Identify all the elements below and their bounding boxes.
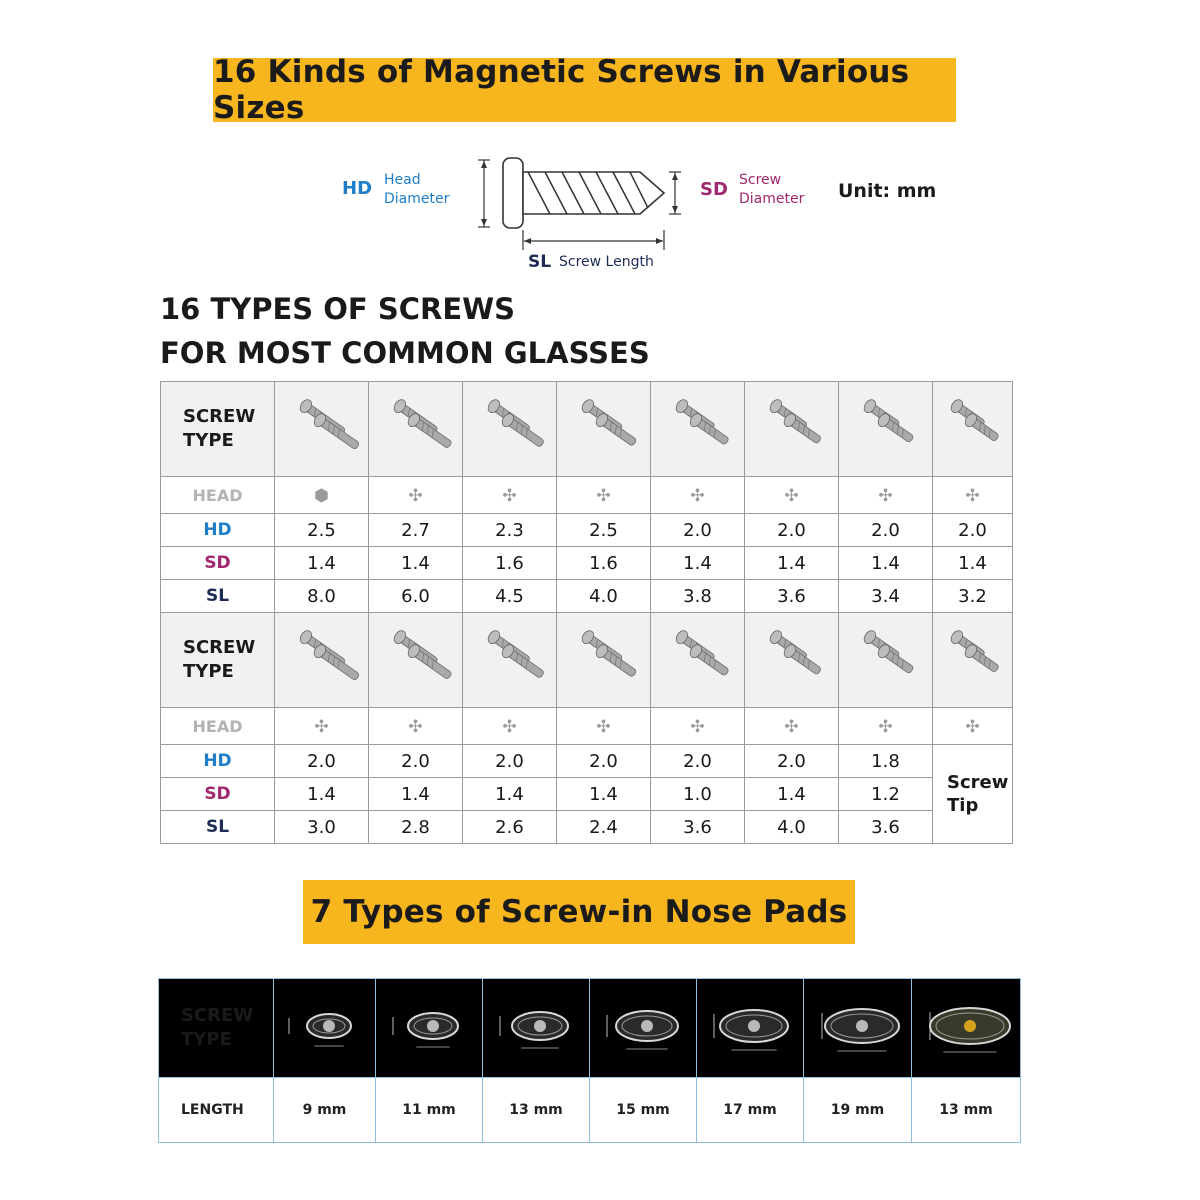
sl-value: 3.0 bbox=[275, 811, 369, 844]
head-cell bbox=[369, 477, 463, 514]
head-label: HEAD bbox=[161, 708, 275, 745]
head-cell bbox=[933, 708, 1013, 745]
sl-value: 4.5 bbox=[463, 580, 557, 613]
screw-image-cell bbox=[369, 613, 463, 708]
nose-pad-length: 15 mm bbox=[590, 1078, 697, 1143]
hd-value: 2.5 bbox=[275, 514, 369, 547]
sl-value: 8.0 bbox=[275, 580, 369, 613]
nose-pad-table bbox=[158, 978, 1021, 1143]
nose-pad-photo-icon bbox=[488, 986, 584, 1066]
screw-image-cell bbox=[839, 382, 933, 477]
sd-value: 1.4 bbox=[557, 778, 651, 811]
nose-pad-length: 13 mm bbox=[912, 1078, 1021, 1143]
screw-type-line2: TYPE bbox=[183, 430, 234, 451]
nose-pad-photo-icon bbox=[810, 986, 906, 1066]
sl-label: SL bbox=[161, 580, 275, 613]
head-cell bbox=[651, 708, 745, 745]
sd-value: 1.4 bbox=[745, 778, 839, 811]
screw-type-line1: SCREW bbox=[183, 406, 256, 427]
nose-pad-image-cell bbox=[274, 979, 376, 1078]
head-row bbox=[161, 477, 1013, 514]
screw-tip-line1: Screw bbox=[947, 772, 1009, 793]
hd-line1: Head bbox=[384, 172, 421, 188]
sd-row bbox=[161, 778, 1013, 811]
nose-pad-photo-icon bbox=[381, 986, 477, 1066]
nose-pad-image-cell bbox=[912, 979, 1021, 1078]
sl-value: 4.0 bbox=[557, 580, 651, 613]
hd-value: 1.8 bbox=[839, 745, 933, 778]
hd-value: 2.0 bbox=[557, 745, 651, 778]
cross-head-icon: ✣ bbox=[878, 716, 893, 737]
nose-pad-photo-icon bbox=[277, 986, 373, 1066]
cross-head-icon: ✣ bbox=[965, 485, 980, 506]
screw-type-line2: TYPE bbox=[183, 661, 234, 682]
sl-value: 2.4 bbox=[557, 811, 651, 844]
hd-value: 2.5 bbox=[557, 514, 651, 547]
screw-photo-icon bbox=[282, 618, 362, 698]
length-label: LENGTH bbox=[159, 1078, 274, 1143]
pad-screw-type-label bbox=[159, 979, 274, 1078]
screw-photo-icon bbox=[752, 618, 832, 698]
screw-type-line1: SCREW bbox=[183, 637, 256, 658]
banner-magnetic-screws: 16 Kinds of Magnetic Screws in Various Sizes bbox=[213, 58, 956, 122]
section-heading bbox=[160, 287, 760, 375]
head-cell bbox=[651, 477, 745, 514]
sd-value: 1.4 bbox=[275, 778, 369, 811]
cross-head-icon: ✣ bbox=[314, 716, 329, 737]
sl-value: 3.4 bbox=[839, 580, 933, 613]
hd-value: 2.0 bbox=[745, 745, 839, 778]
screw-size-table bbox=[160, 381, 1013, 844]
screw-image-cell bbox=[463, 382, 557, 477]
head-cell bbox=[369, 708, 463, 745]
sd-label: SD bbox=[161, 778, 275, 811]
hd-value: 2.0 bbox=[933, 514, 1013, 547]
sd-value: 1.2 bbox=[839, 778, 933, 811]
nose-pad-image-cell bbox=[590, 979, 697, 1078]
head-cell bbox=[557, 477, 651, 514]
head-label: HEAD bbox=[161, 477, 275, 514]
hd-label: HD bbox=[161, 514, 275, 547]
screw-photo-icon bbox=[564, 387, 644, 467]
screw-tip-line2: Tip bbox=[947, 795, 979, 816]
screw-photo-icon bbox=[470, 618, 550, 698]
hd-value: 2.0 bbox=[745, 514, 839, 547]
screw-image-cell bbox=[463, 613, 557, 708]
cross-head-icon: ✣ bbox=[878, 485, 893, 506]
sd-line1: Screw bbox=[739, 172, 782, 188]
sd-line2: Diameter bbox=[739, 191, 805, 207]
head-cell bbox=[745, 477, 839, 514]
screw-image-row bbox=[161, 382, 1013, 477]
sl-value: 3.8 bbox=[651, 580, 745, 613]
screw-image-cell bbox=[745, 613, 839, 708]
hd-value: 2.0 bbox=[369, 745, 463, 778]
head-cell bbox=[275, 708, 369, 745]
heading-line1: 16 TYPES OF SCREWS bbox=[160, 292, 516, 326]
screw-photo-icon bbox=[846, 387, 926, 467]
screw-image-cell bbox=[839, 613, 933, 708]
nose-pad-length: 11 mm bbox=[376, 1078, 483, 1143]
screw-tip-note bbox=[933, 745, 1013, 844]
head-cell bbox=[557, 708, 651, 745]
sd-value: 1.4 bbox=[369, 778, 463, 811]
screw-type-label bbox=[161, 382, 275, 477]
pad-screw-type-line1: SCREW bbox=[181, 1005, 254, 1026]
sd-value: 1.4 bbox=[369, 547, 463, 580]
cross-head-icon: ✣ bbox=[408, 485, 423, 506]
cross-head-icon: ✣ bbox=[690, 485, 705, 506]
screw-image-cell bbox=[651, 613, 745, 708]
nose-pad-length: 17 mm bbox=[697, 1078, 804, 1143]
head-cell bbox=[839, 477, 933, 514]
sd-value: 1.4 bbox=[651, 547, 745, 580]
head-cell bbox=[463, 708, 557, 745]
screw-image-cell bbox=[557, 382, 651, 477]
hd-value: 2.0 bbox=[651, 514, 745, 547]
cross-head-icon: ✣ bbox=[596, 485, 611, 506]
head-cell bbox=[839, 708, 933, 745]
hd-row bbox=[161, 514, 1013, 547]
cross-head-icon: ✣ bbox=[784, 485, 799, 506]
head-cell bbox=[745, 708, 839, 745]
screw-drawing-icon bbox=[470, 150, 690, 260]
screw-image-cell bbox=[275, 382, 369, 477]
head-row bbox=[161, 708, 1013, 745]
sd-value: 1.4 bbox=[745, 547, 839, 580]
hd-value: 2.3 bbox=[463, 514, 557, 547]
sl-value: 3.6 bbox=[839, 811, 933, 844]
cross-head-icon: ✣ bbox=[596, 716, 611, 737]
sl-label: SL bbox=[161, 811, 275, 844]
nose-pad-photo-icon bbox=[918, 986, 1014, 1066]
screw-image-row bbox=[161, 613, 1013, 708]
screw-photo-icon bbox=[564, 618, 644, 698]
screw-photo-icon bbox=[752, 387, 832, 467]
cross-head-icon: ✣ bbox=[502, 485, 517, 506]
hd-abbr: HD bbox=[342, 178, 373, 199]
hd-row bbox=[161, 745, 1013, 778]
sl-value: 6.0 bbox=[369, 580, 463, 613]
screw-photo-icon bbox=[282, 387, 362, 467]
sl-value: 3.6 bbox=[651, 811, 745, 844]
cross-head-icon: ✣ bbox=[965, 716, 980, 737]
pad-screw-type-line2: TYPE bbox=[181, 1029, 232, 1050]
hd-value: 2.0 bbox=[463, 745, 557, 778]
screw-type-label bbox=[161, 613, 275, 708]
nose-pad-image-cell bbox=[804, 979, 912, 1078]
screw-image-cell bbox=[275, 613, 369, 708]
sl-value: 2.6 bbox=[463, 811, 557, 844]
screw-image-cell bbox=[369, 382, 463, 477]
screw-photo-icon bbox=[658, 618, 738, 698]
nose-pad-length: 19 mm bbox=[804, 1078, 912, 1143]
screw-photo-icon bbox=[846, 618, 926, 698]
banner-nose-pads: 7 Types of Screw-in Nose Pads bbox=[303, 880, 855, 944]
cross-head-icon: ✣ bbox=[408, 716, 423, 737]
sd-value: 1.0 bbox=[651, 778, 745, 811]
screw-photo-icon bbox=[933, 618, 1013, 698]
sl-abbr: SL bbox=[528, 252, 552, 272]
screw-photo-icon bbox=[470, 387, 550, 467]
head-cell bbox=[463, 477, 557, 514]
sd-value: 1.4 bbox=[839, 547, 933, 580]
screw-image-cell bbox=[651, 382, 745, 477]
hd-value: 2.0 bbox=[275, 745, 369, 778]
cross-head-icon: ✣ bbox=[784, 716, 799, 737]
cross-head-icon: ✣ bbox=[690, 716, 705, 737]
sd-value: 1.4 bbox=[933, 547, 1013, 580]
nose-pad-photo-icon bbox=[595, 986, 691, 1066]
sd-label: SD bbox=[161, 547, 275, 580]
nose-pad-length: 13 mm bbox=[483, 1078, 590, 1143]
hd-value: 2.7 bbox=[369, 514, 463, 547]
hd-value: 2.0 bbox=[651, 745, 745, 778]
hd-label: HD bbox=[161, 745, 275, 778]
sl-text: Screw Length bbox=[559, 254, 654, 270]
nose-pad-image-row bbox=[159, 979, 1021, 1078]
sl-value: 3.2 bbox=[933, 580, 1013, 613]
sd-value: 1.6 bbox=[557, 547, 651, 580]
unit-label: Unit: mm bbox=[838, 180, 937, 202]
screw-photo-icon bbox=[658, 387, 738, 467]
sl-value: 4.0 bbox=[745, 811, 839, 844]
sd-value: 1.6 bbox=[463, 547, 557, 580]
nose-pad-photo-icon bbox=[702, 986, 798, 1066]
sl-value: 2.8 bbox=[369, 811, 463, 844]
screw-diagram bbox=[330, 145, 950, 280]
screw-image-cell bbox=[557, 613, 651, 708]
sl-row bbox=[161, 811, 1013, 844]
screw-image-cell bbox=[933, 613, 1013, 708]
sl-value: 3.6 bbox=[745, 580, 839, 613]
cross-head-icon: ✣ bbox=[502, 716, 517, 737]
sd-value: 1.4 bbox=[463, 778, 557, 811]
sd-row bbox=[161, 547, 1013, 580]
head-cell bbox=[275, 477, 369, 514]
head-cell bbox=[933, 477, 1013, 514]
nose-pad-image-cell bbox=[483, 979, 590, 1078]
nose-pad-length: 9 mm bbox=[274, 1078, 376, 1143]
screw-image-cell bbox=[933, 382, 1013, 477]
nose-pad-length-row bbox=[159, 1078, 1021, 1143]
screw-photo-icon bbox=[933, 387, 1013, 467]
sl-row bbox=[161, 580, 1013, 613]
sd-value: 1.4 bbox=[275, 547, 369, 580]
screw-photo-icon bbox=[376, 618, 456, 698]
heading-line2: FOR MOST COMMON GLASSES bbox=[160, 336, 650, 370]
hex-head-icon: ⬢ bbox=[314, 485, 329, 506]
screw-image-cell bbox=[745, 382, 839, 477]
sd-abbr: SD bbox=[700, 179, 728, 200]
nose-pad-image-cell bbox=[376, 979, 483, 1078]
hd-line2: Diameter bbox=[384, 191, 450, 207]
hd-value: 2.0 bbox=[839, 514, 933, 547]
nose-pad-image-cell bbox=[697, 979, 804, 1078]
screw-photo-icon bbox=[376, 387, 456, 467]
